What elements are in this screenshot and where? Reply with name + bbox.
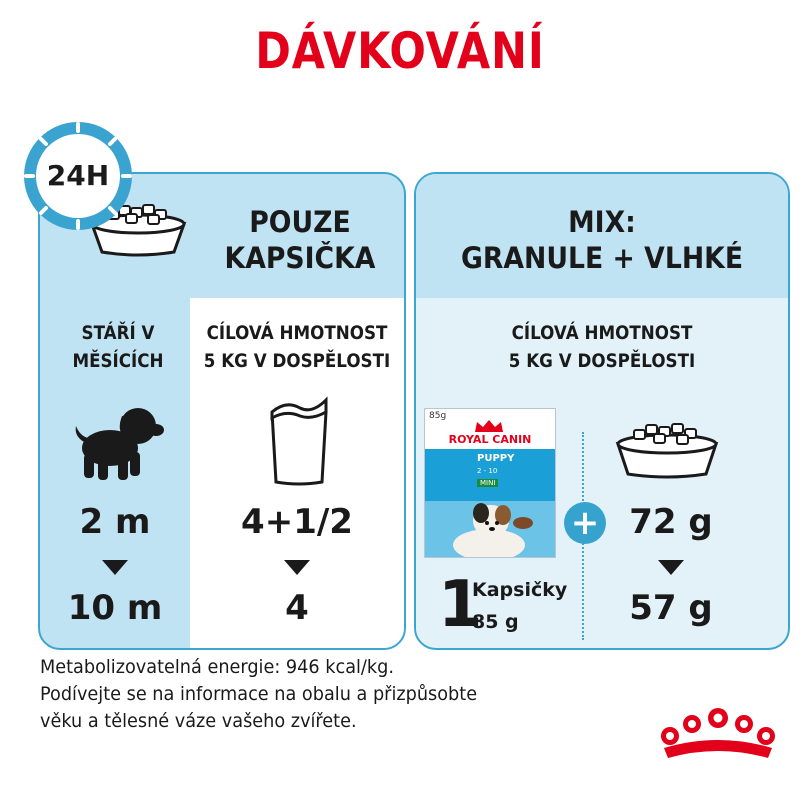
pouch-only-header-line2: KAPSIČKA — [224, 241, 376, 275]
pouch-only-header-line1: POUZE — [249, 205, 351, 239]
clock-label: 24H — [46, 159, 110, 192]
pouch-icon — [266, 396, 332, 488]
pouch-arrow-down-icon — [284, 560, 310, 575]
footer-line2: Podívejte se na informace na obalu a přizpůsobte — [40, 683, 478, 705]
age-to-value: 10 m — [67, 588, 163, 628]
pouch-brand-label: ROYAL CANIN — [448, 433, 532, 446]
puppy-photo — [449, 493, 539, 557]
pouch-product-label: PUPPY — [477, 453, 515, 464]
mix-header-line2: GRANULE + VLHKÉ — [460, 241, 744, 275]
kibble-bowl-icon — [612, 416, 722, 480]
mix-target-weight-line1: CÍLOVÁ HMOTNOST — [511, 322, 693, 344]
product-pouch-image — [424, 408, 556, 558]
target-weight-line1: CÍLOVÁ HMOTNOST — [206, 322, 388, 344]
target-weight-line2: 5 KG V DOSPĚLOSTI — [203, 350, 391, 372]
kibble-from-value: 72 g — [629, 502, 713, 542]
age-from-value: 2 m — [79, 502, 151, 542]
footer-line1: Metabolizovatelná energie: 946 kcal/kg. — [40, 656, 394, 678]
mix-target-weight-line2: 5 KG V DOSPĚLOSTI — [508, 350, 696, 372]
mix-header-line1: MIX: — [568, 205, 636, 239]
royal-canin-crown-icon — [473, 419, 505, 433]
pouch-size-label: MINI — [477, 479, 498, 487]
footer-line3: věku a tělesné váze vašeho zvířete. — [40, 710, 357, 732]
mix-panel — [414, 172, 790, 650]
puppy-icon — [70, 402, 164, 482]
pouch-only-panel — [38, 172, 406, 650]
royal-canin-crown-logo — [656, 706, 780, 770]
pouch-weight-label: 85g — [429, 411, 447, 421]
plus-icon: + — [564, 502, 606, 544]
pouch-to-value: 4 — [285, 588, 309, 628]
pouch-age-label: 2 - 10 — [477, 467, 498, 475]
age-arrow-down-icon — [102, 560, 128, 575]
pouch-count-value: 1 — [438, 568, 483, 642]
kibble-arrow-down-icon — [658, 560, 684, 575]
page-title: DÁVKOVÁNÍ — [255, 22, 545, 80]
pouch-count-weight: 85 g — [472, 611, 519, 633]
age-label-line2: MĚSÍCÍCH — [72, 350, 164, 372]
kibble-to-value: 57 g — [629, 588, 713, 628]
pouch-from-value: 4+1/2 — [241, 502, 353, 542]
pouch-count-unit: Kapsičky — [472, 579, 568, 601]
age-label-line1: STÁŘÍ V — [81, 322, 155, 344]
footer-note — [40, 654, 640, 735]
